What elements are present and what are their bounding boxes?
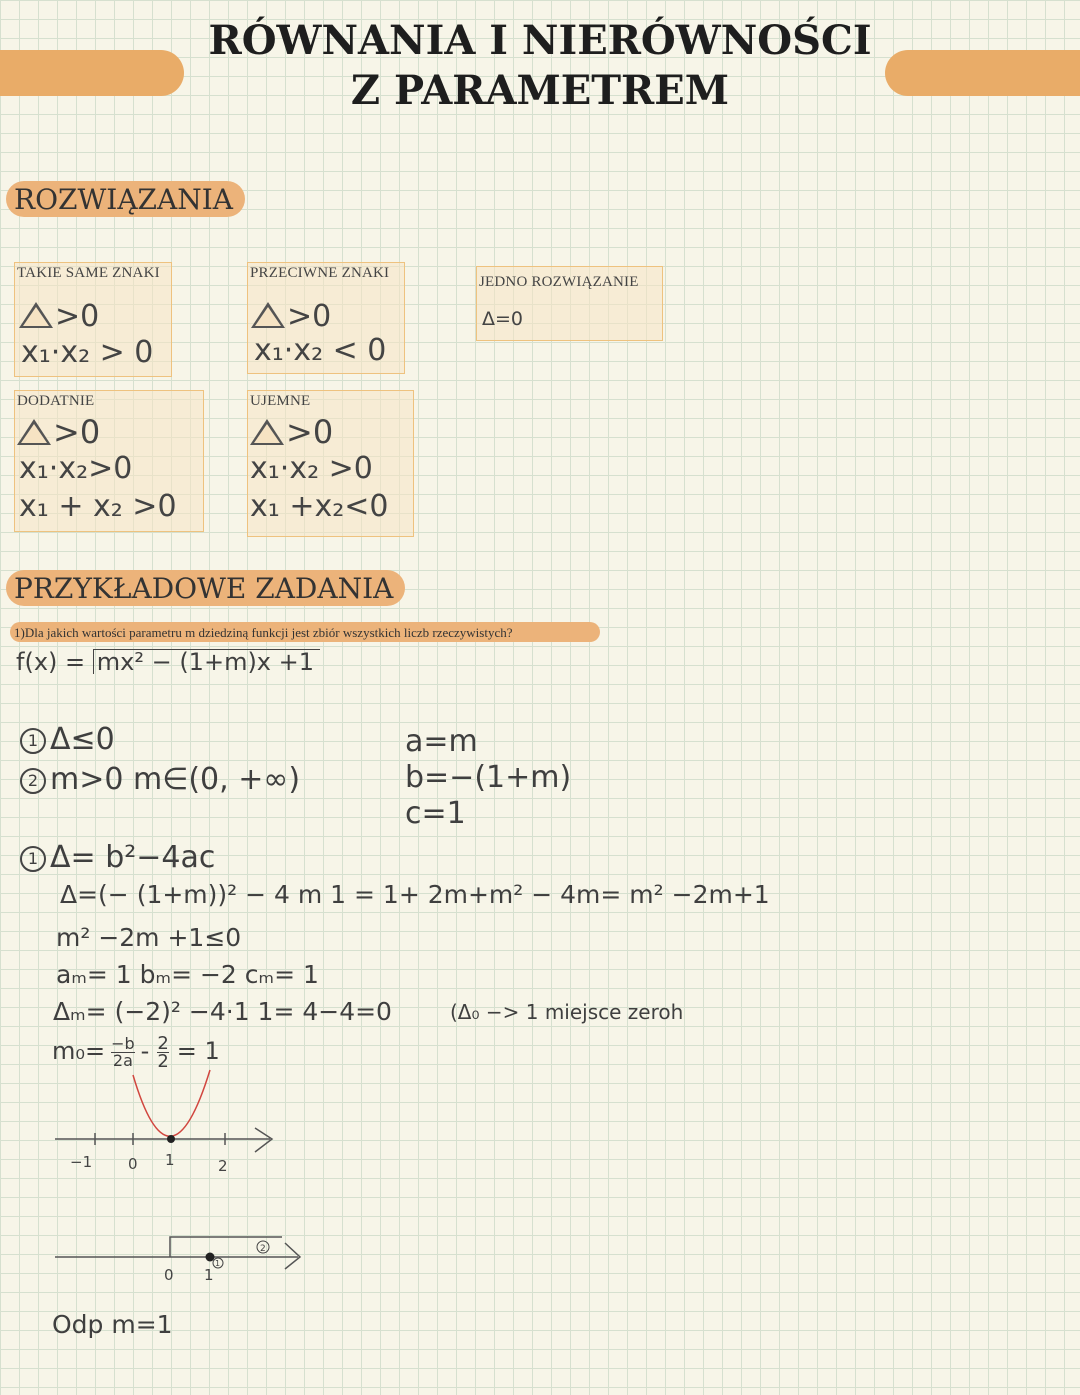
number-line-arrow-icon <box>285 1243 300 1269</box>
delta-m: Δₘ= (−2)² −4·1 1= 4−4=0 <box>53 997 392 1026</box>
coef-c: c=1 <box>405 796 466 831</box>
task-question: 1)Dla jakich wartości parametru m dziedziną funkcji jest zbiór wszystkich liczb rzeczywistych? <box>10 622 600 642</box>
box-one-solution <box>476 266 663 341</box>
solution-point <box>206 1253 215 1262</box>
number-line-sketch <box>0 1225 320 1295</box>
circle-1-text: 1 <box>215 1259 221 1268</box>
coefficients-m: aₘ= 1 bₘ= −2 cₘ= 1 <box>56 960 319 989</box>
box-negative-line3: x₁ +x₂<0 <box>250 489 389 524</box>
vertex-m0: m₀= $\frac{-b}{2a}$ - $\frac{2}{2}$ = 1 <box>52 1032 220 1072</box>
label-0: 0 <box>128 1155 138 1173</box>
axis-arrow-icon <box>255 1128 272 1152</box>
delta-icon <box>19 302 53 328</box>
label-2: 2 <box>218 1157 228 1175</box>
box-one-solution-line1: Δ=0 <box>482 308 524 330</box>
section-title-solutions: ROZWIĄZANIA <box>6 181 245 217</box>
answer: Odp m=1 <box>52 1310 173 1339</box>
header-decor-left <box>0 50 184 96</box>
section-title-examples: PRZYKŁADOWE ZADANIA <box>6 570 405 606</box>
label-zero: 0 <box>164 1266 174 1284</box>
number-1-circle: 1 <box>20 728 46 754</box>
condition-1: 1 Δ≤0 <box>20 722 115 757</box>
label-one: 1 <box>204 1266 214 1284</box>
vertex-point <box>167 1135 175 1143</box>
box-negative-line1: >0 <box>250 413 333 451</box>
coef-a: a=m <box>405 724 478 759</box>
circle-2-text: 2 <box>260 1244 266 1254</box>
delta-note: (Δ₀ −> 1 miejsce zeroh <box>450 1000 684 1024</box>
header-decor-right <box>885 50 1080 96</box>
box-same-signs-line1: >0 <box>19 299 99 334</box>
condition-2: 2 m>0 m∈(0, +∞) <box>20 762 300 797</box>
coef-b: b=−(1+m) <box>405 760 572 795</box>
sqrt-radicand: mx² − (1+m)x +1 <box>93 649 320 674</box>
delta-icon <box>251 302 285 328</box>
box-positive-line3: x₁ + x₂ >0 <box>19 489 177 524</box>
box-opposite-signs <box>247 262 405 374</box>
parabola-curve <box>133 1070 210 1136</box>
delta-icon <box>17 419 51 445</box>
box-negative-line2: x₁·x₂ >0 <box>250 451 373 486</box>
number-1-circle: 1 <box>20 846 46 872</box>
box-opposite-signs-label: PRZECIWNE ZNAKI <box>250 265 390 281</box>
box-positive-label: DODATNIE <box>17 393 95 409</box>
box-same-signs-label: TAKIE SAME ZNAKI <box>17 265 160 281</box>
delta-calculation: Δ=(− (1+m))² − 4 m 1 = 1+ 2m+m² − 4m= m² −2m+1 <box>60 880 770 909</box>
box-negative-label: UJEMNE <box>250 393 311 409</box>
fraction-2-over-2: $\frac{2}{2}$ <box>157 1032 169 1072</box>
box-negative <box>247 390 414 537</box>
box-same-signs-line2: x₁·x₂ > 0 <box>21 335 154 370</box>
delta-definition: 1 Δ= b²−4ac <box>20 840 215 875</box>
page-title: RÓWNANIA I NIERÓWNOŚCI Z PARAMETREM <box>208 17 872 114</box>
box-positive-line2: x₁·x₂>0 <box>19 451 133 486</box>
box-positive-line1: >0 <box>17 413 100 451</box>
number-2-circle: 2 <box>20 768 46 794</box>
fraction-minus-b-over-2a: $\frac{-b}{2a}$ <box>111 1033 135 1070</box>
label-1: 1 <box>165 1151 175 1169</box>
box-same-signs <box>14 262 172 377</box>
box-positive <box>14 390 204 532</box>
task-function: f(x) = mx² − (1+m)x +1 <box>16 648 320 676</box>
box-one-solution-label: JEDNO ROZWIĄZANIE <box>479 274 639 290</box>
label-minus-1: −1 <box>70 1153 93 1171</box>
box-opposite-signs-line2: x₁·x₂ < 0 <box>254 333 387 368</box>
parabola-sketch <box>0 1060 320 1190</box>
delta-icon <box>250 419 284 445</box>
box-opposite-signs-line1: >0 <box>251 299 331 334</box>
inequality-m: m² −2m +1≤0 <box>56 923 242 952</box>
